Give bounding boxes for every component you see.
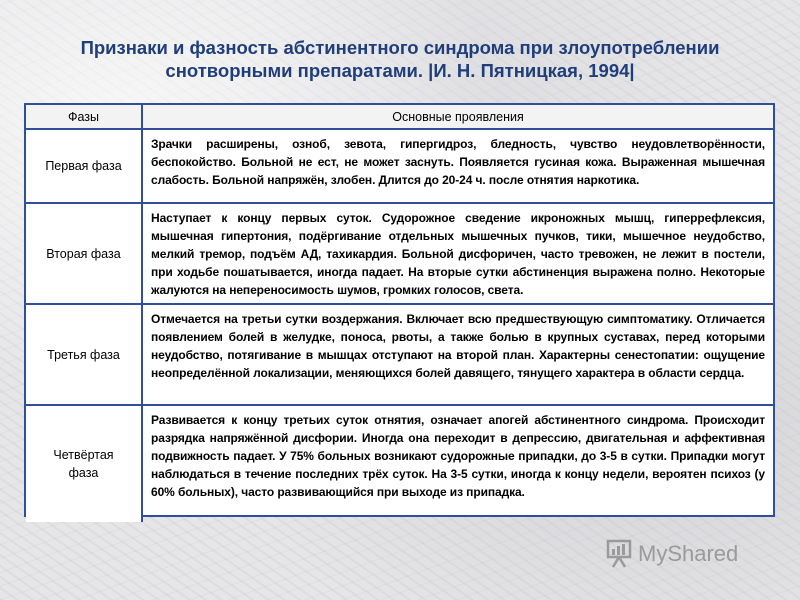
phase-cell: Вторая фаза bbox=[26, 203, 142, 304]
page-title bbox=[40, 36, 760, 82]
phase-cell: Первая фаза bbox=[26, 129, 142, 203]
header-phases: Фазы bbox=[26, 105, 142, 129]
table-row bbox=[26, 405, 773, 522]
phase-cell bbox=[26, 405, 142, 522]
table-row bbox=[26, 304, 773, 405]
watermark-logo bbox=[606, 536, 766, 572]
phases-table bbox=[24, 103, 775, 517]
header-manifestations: Основные проявления bbox=[142, 105, 773, 129]
table-header-row bbox=[26, 105, 773, 129]
title-line-2: снотворными препаратами. |И. Н. Пятницкая, 1994| bbox=[165, 60, 635, 81]
table-row bbox=[26, 129, 773, 203]
description-cell: Отмечается на третьи сутки воздержания. Включает всю предшествующую симптоматику. Отличается появлением болей в желудке, поноса, рвоты, а также болью в крупных суставах, перед которыми неудобство, потягивание в мышцах отступают на второй план. Характерны сенестопатии: ощущение неопределённой локализации, меняющихся болей давящего, тянущего характера в области сердца. bbox=[142, 304, 773, 405]
description-cell: Наступает к концу первых суток. Судорожное сведение икроножных мышц, гиперрефлексия, мышечная гипертония, подёргивание отдельных мышечных пучков, тики, мышечное неудобство, мелкий тремор, подъём АД, тахикардия. Больной дисфоричен, часто тревожен, не лежит в постели, при ходьбе пошатывается, иногда падает. На вторые сутки абстиненция выражена полно. Некоторые жалуются на непереносимость шумов, громких голосов, света. bbox=[142, 203, 773, 304]
phase-label: Четвёртая фаза bbox=[53, 448, 114, 480]
presentation-board-icon bbox=[606, 539, 632, 569]
title-line-1: Признаки и фазность абстинентного синдрома при злоупотреблении bbox=[80, 37, 720, 58]
description-cell: Зрачки расширены, озноб, зевота, гипергидроз, бледность, чувство неудовлетворённости, беспокойство. Больной не ест, не может заснуть. Появляется гусиная кожа. Выраженная мышечная слабость. Больной напряжён, злобен. Длится до 20-24 ч. после отнятия наркотика. bbox=[142, 129, 773, 203]
watermark-text: MyShared bbox=[638, 541, 739, 566]
table-row bbox=[26, 203, 773, 304]
phase-cell: Третья фаза bbox=[26, 304, 142, 405]
description-cell: Развивается к концу третьих суток отнятия, означает апогей абстинентного синдрома. Происходит разрядка напряжённой дисфории. Иногда она переходит в депрессию, двигательная и аффективная подвижность падает. У 75% больных возникают судорожные припадки, до 3-5 в сутки. Припадки могут наблюдаться в течение последних трёх суток. На 3-5 сутки, иногда к концу недели, вероятен психоз (у 60% больных), часто развивающийся при выходе из припадка. bbox=[151, 413, 765, 499]
